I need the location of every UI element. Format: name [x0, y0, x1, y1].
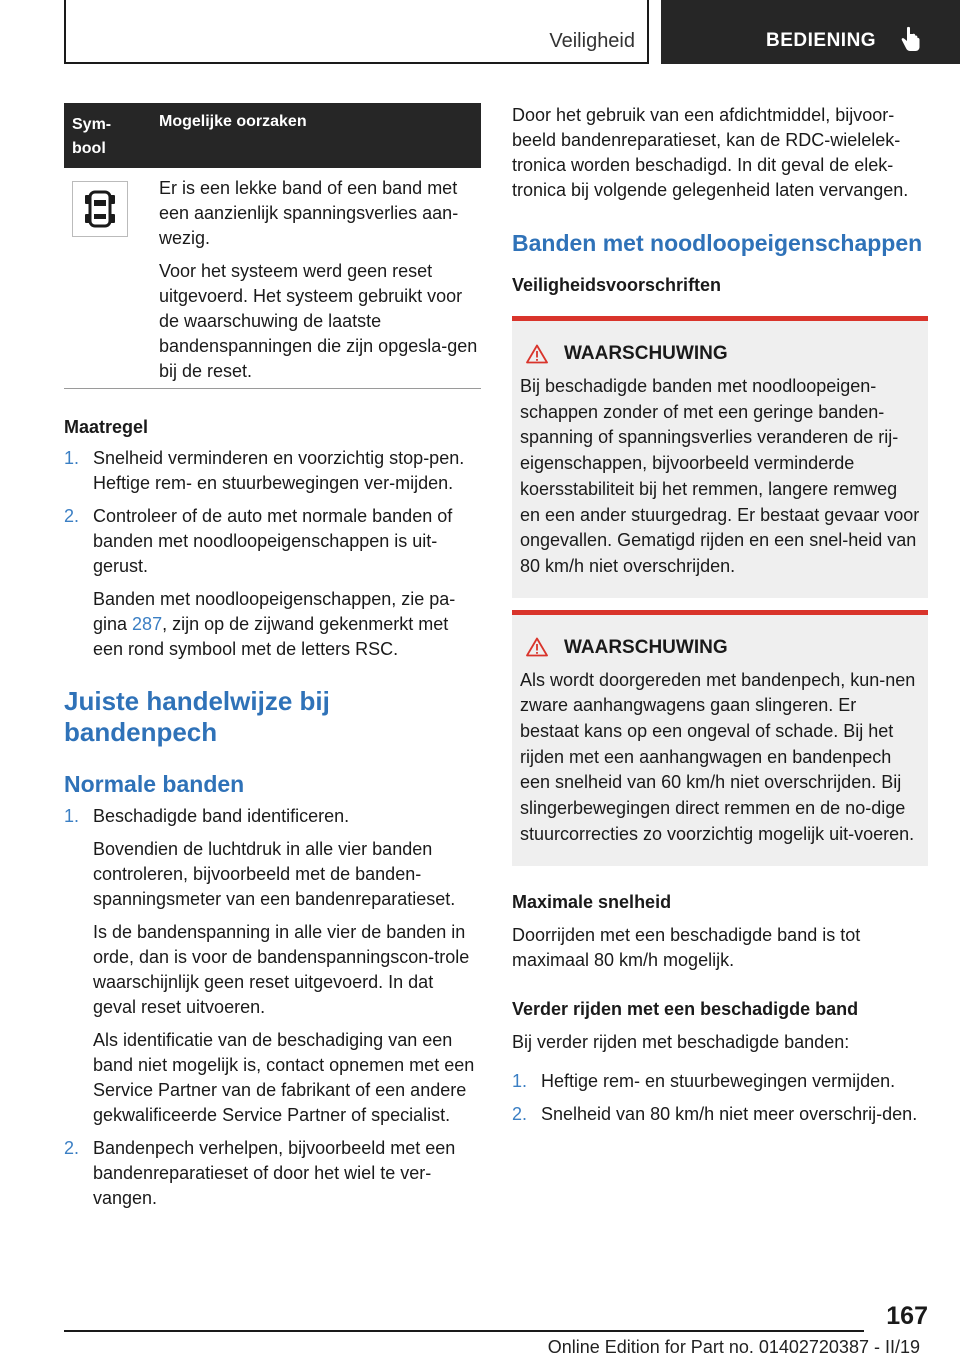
hand-pointer-icon	[898, 26, 922, 54]
step-note-text: Banden met noodloopeigenschappen, zie pa-gina	[93, 589, 456, 634]
measure-steps	[64, 446, 481, 662]
right-column	[512, 103, 928, 1135]
header-section: Veiligheid	[549, 30, 635, 52]
normal-tires-title: Normale banden	[64, 771, 245, 797]
page-number: 167	[886, 1302, 928, 1330]
step-text: Bandenpech verhelpen, bijvoorbeeld met een bandenreparatieset of door het wiel te ver-vangen.	[93, 1138, 456, 1208]
table-row	[64, 168, 481, 389]
cause-text-2: Voor het systeem werd geen reset uitgevoerd. Het systeem gebruikt voor de waarschuwing de laatste bandenspanningen die zijn opgesla-gen bij de reset.	[159, 261, 478, 381]
causes-cell	[159, 176, 479, 392]
header-chapter: BEDIENING	[766, 30, 877, 51]
further-driving-steps	[512, 1069, 928, 1127]
causes-column-header: Mogelijke oorzaken	[159, 113, 307, 130]
warning-triangle-icon	[526, 344, 548, 364]
symbol-table-header	[64, 103, 481, 168]
warning-heading	[520, 341, 920, 366]
further-driving-title: Verder rijden met een beschadigde band	[512, 998, 859, 1019]
warning-text: Bij beschadigde banden met noodloopeigen-schappen zonder of met een geringe banden-spanning of spanningsverlies veranderen de rij-eigenschappen, bijvoorbeeld verminderde koersstabiliteit bij het remmen, langere remweg en een ander stuurgedrag. Er bestaat gevaar voor ongevallen. Gematigd rijden en een snel-heid van 80 km/h niet overschrijden.	[520, 376, 920, 576]
symbol-cell	[72, 181, 128, 237]
header-chapter-tab	[661, 0, 960, 64]
step-number: 2.	[64, 506, 80, 526]
symbol-column-header	[72, 113, 142, 161]
left-column	[64, 103, 481, 1219]
max-speed-title: Maximale snelheid	[512, 891, 672, 912]
symbol-header-line2: bool	[72, 140, 106, 157]
page-reference-link[interactable]: 287	[132, 614, 163, 634]
step-text: Heftige rem- en stuurbewegingen vermijden.	[541, 1070, 896, 1091]
warning-title: WAARSCHUWING	[564, 636, 728, 658]
footer-edition: Online Edition for Part no. 01402720387 - II/19	[547, 1337, 920, 1357]
list-item	[64, 504, 481, 662]
list-item	[64, 1136, 481, 1211]
procedure-title: Juiste handelwijze bij bandenpech	[64, 686, 330, 747]
step-text: Controleer of de auto met normale banden of banden met noodloopeigenschappen is uit-gerust.	[93, 506, 453, 576]
warning-title: WAARSCHUWING	[564, 343, 728, 364]
step-number: 1.	[64, 448, 80, 468]
step-text: Beschadigde band identificeren.	[93, 806, 350, 826]
list-item	[64, 446, 481, 496]
warning-box-1	[512, 316, 928, 598]
step-text: Bovendien de luchtdruk in alle vier banden controleren, bijvoorbeeld met de banden-spanningsmeter van een bandenreparatieset.	[93, 839, 456, 909]
runflat-title: Banden met noodloopeigenschappen	[512, 230, 923, 256]
header-rule-left	[64, 0, 66, 62]
footer-rule	[64, 1330, 864, 1332]
step-number: 1.	[512, 1070, 528, 1091]
step-number: 1.	[64, 806, 80, 826]
warning-triangle-icon	[526, 637, 548, 657]
safety-title: Veiligheidsvoorschriften	[512, 275, 722, 295]
step-number: 2.	[512, 1103, 528, 1124]
step-text: Is de bandenspanning in alle vier de banden in orde, dan is voor de bandenspanningscon-trole waarschijnlijk geen reset uitgevoerd. In dat geval reset uitvoeren.	[93, 922, 470, 1017]
measure-title: Maatregel	[64, 417, 149, 437]
step-text: Snelheid verminderen en voorzichtig stop-pen. Heftige rem- en stuurbewegingen ver-mijden.	[93, 448, 465, 493]
symbol-table	[64, 103, 481, 389]
warning-heading	[520, 635, 920, 660]
step-note	[93, 587, 481, 662]
step-text: Snelheid van 80 km/h niet meer overschrij-den.	[541, 1103, 918, 1124]
header-rule-bottom	[64, 62, 649, 64]
further-driving-text: Bij verder rijden met beschadigde banden:	[512, 1031, 850, 1052]
max-speed-text: Doorrijden met een beschadigde band is tot maximaal 80 km/h mogelijk.	[512, 924, 861, 970]
header-rule-mid	[647, 0, 649, 64]
warning-text: Als wordt doorgereden met bandenpech, kun-nen zware aanhangwagens gaan slingeren. Er bestaat kans op een ongeval of schade. Bij het rijden met een aanhangwagen en bandenpech een snelheid van 60 km/h niet overschrijden. Bij slingerbewegingen direct remmen en de no-dige stuurcorrecties zo voorzichtig mogelijk uit-voeren.	[520, 669, 916, 844]
procedure-steps	[64, 804, 481, 1211]
warning-box-2	[512, 610, 928, 866]
symbol-header-line1: Sym-	[72, 116, 112, 133]
step-note-text: , zijn op de zijwand gekenmerkt met een rond symbool met de letters RSC.	[93, 614, 449, 659]
car-tire-warning-icon	[73, 182, 127, 236]
list-item	[512, 1069, 928, 1094]
list-item	[512, 1102, 928, 1127]
step-number: 2.	[64, 1138, 80, 1158]
list-item	[64, 804, 481, 1128]
intro-text: Door het gebruik van een afdichtmiddel, bijvoor-beeld bandenreparatieset, kan de RDC-wielelek-tronica worden beschadigd. In dit geval de elek-tronica bij volgende gelegenheid laten vervangen.	[512, 105, 909, 200]
step-text: Als identificatie van de beschadiging van een band niet mogelijk is, contact opnemen met een Service Partner van de fabrikant of een andere gekwalificeerde Service Partner of specialist.	[93, 1030, 475, 1125]
cause-text-1: Er is een lekke band of een band met een aanzienlijk spanningsverlies aan-wezig.	[159, 178, 459, 248]
